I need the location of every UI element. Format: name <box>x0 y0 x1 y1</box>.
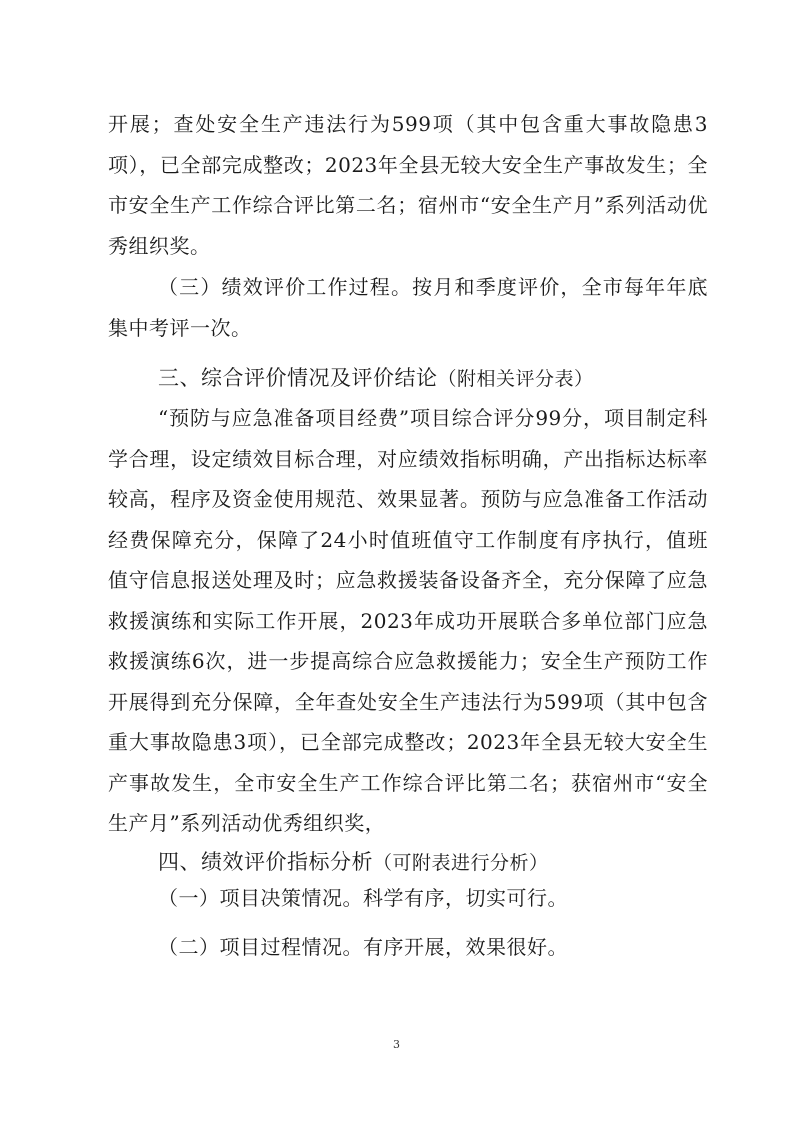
subsection-process: （二）项目过程情况。有序开展，效果很好。 <box>158 935 568 959</box>
section-heading-4 <box>158 847 549 878</box>
page-number: 3 <box>393 1038 400 1051</box>
section-heading-4-note: （可附表进行分析） <box>373 852 549 874</box>
section-heading-3-title: 三、综合评价情况及评价结论 <box>158 366 438 390</box>
section-heading-3-note: （附相关评分表） <box>437 368 594 390</box>
section-heading-4-title: 四、绩效评价指标分析 <box>158 850 373 874</box>
subsection-decision: （一）项目决策情况。科学有序，切实可行。 <box>158 886 568 910</box>
paragraph-evaluation-process: （三）绩效评价工作过程。按月和季度评价，全市每年年底集中考评一次。 <box>108 275 708 340</box>
paragraph-continuation: 开展；查处安全生产违法行为599项（其中包含重大事故隐患3项），已全部完成整改；2023年全县无较大安全生产事故发生；全市安全生产工作综合评比第二名；宿州市“安全生产月”系列活动优秀组织奖。 <box>108 112 708 258</box>
paragraph-comprehensive-evaluation: “预防与应急准备项目经费”项目综合评分99分，项目制定科学合理，设定绩效目标合理，对应绩效指标明确，产出指标达标率较高，程序及资金使用规范、效果显著。预防与应急准备工作活动经费保障充分，保障了24小时值班值守工作制度有序执行，值班值守信息报送处理及时；应急救援装备设备齐全，充分保障了应急救援演练和实际工作开展，2023年成功开展联合多单位部门应急救援演练6次，进一步提高综合应急救援能力；安全生产预防工作开展得到充分保障，全年查处安全生产违法行为599项（其中包含重大事故隐患3项），已全部完成整改；2023年全县无较大安全生产事故发生，全市安全生产工作综合评比第二名；获宿州市“安全生产月”系列活动优秀组织奖， <box>108 406 708 835</box>
section-heading-3 <box>158 363 594 394</box>
